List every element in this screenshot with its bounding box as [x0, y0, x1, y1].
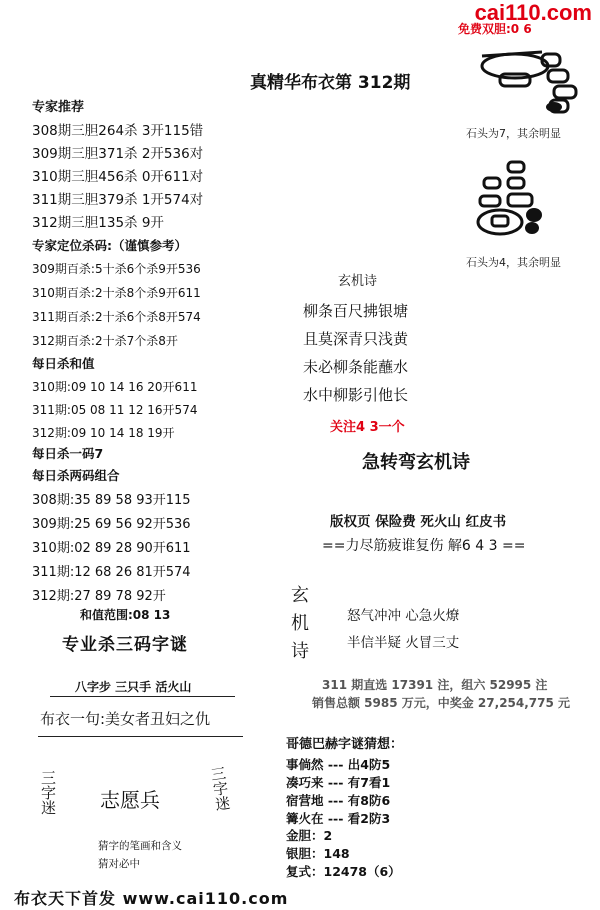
goldbach-line: 篝火在 --- 看2防3 — [286, 811, 391, 826]
daily-sum-heading: 每日杀和值 — [32, 356, 95, 371]
gold-pick: 金胆：2 — [286, 828, 333, 843]
free-pick-note: 免费双胆:0 6 — [458, 22, 532, 36]
stone-caption: 石头为7，其余明显 — [466, 127, 561, 140]
daily-two-heading: 每日杀两码组合 — [32, 468, 120, 483]
poem2-line: 半信半疑 火冒三丈 — [347, 635, 460, 651]
expert-heading: 专家推荐 — [32, 100, 85, 115]
sales-line: 销售总额 5985 万元，中奖金 27,254,775 元 — [312, 696, 571, 710]
daily-two-line: 311期:12 68 26 81开574 — [32, 565, 191, 580]
poem2-line: 怒气冲冲 心急火燎 — [347, 608, 460, 624]
poem2-vertical-title: 玄机诗 — [288, 585, 309, 669]
stone-caption: 石头为4，其余明显 — [466, 256, 561, 269]
poem-line: 柳条百尺拂银塘 — [303, 302, 409, 320]
daily-two-line: 308期:35 89 58 93开115 — [32, 493, 191, 508]
daily-sum-line: 310期:09 10 14 16 20开611 — [32, 380, 198, 394]
goldbach-line: 凑巧来 --- 有7看1 — [286, 775, 391, 790]
daily-two-line: 310期:02 89 28 90开611 — [32, 541, 191, 556]
daily-one-kill: 每日杀一码7 — [32, 446, 104, 461]
kill-three-riddle-title: 专业杀三码字谜 — [62, 635, 188, 655]
twist-words: 版权页 保险费 死火山 红皮书 — [330, 514, 507, 530]
expert-line: 308期三胆264杀 3开115错 — [32, 123, 204, 139]
expert-line: 311期三胆379杀 1开574对 — [32, 192, 204, 208]
daily-two-line: 309期:25 69 56 92开536 — [32, 517, 191, 532]
stone-figure-7 — [470, 44, 590, 116]
riddle-answer: 志愿兵 — [100, 788, 160, 812]
poem-line: 水中柳影引他长 — [303, 386, 409, 404]
goldbach-heading: 哥德巴赫字谜猜想： — [286, 737, 404, 752]
site-logo-text: cai110.com — [474, 0, 592, 25]
riddle-left-label: 三字迷 — [39, 770, 57, 815]
position-kill-line: 310期百杀:2十杀8个杀9开611 — [32, 286, 201, 300]
buyi-sentence: 布衣一句:美女者丑妇之仇 — [40, 710, 211, 728]
position-kill-line: 312期百杀:2十杀7个杀8开 — [32, 334, 178, 348]
riddle-right-label: 三字迷 — [207, 764, 233, 812]
daily-two-line: 312期:27 89 78 92开 — [32, 589, 166, 604]
silver-pick: 银胆：148 — [286, 846, 350, 861]
sum-range: 和值范围:08 13 — [80, 608, 171, 622]
poem-line: 且莫深青只浅黄 — [303, 330, 409, 348]
riddle-hint: 猜对必中 — [98, 858, 140, 870]
goldbach-line: 宿营地 --- 有8防6 — [286, 793, 391, 808]
divider — [38, 736, 243, 737]
twist-answer: ==力尽筋疲谁复伤 解6 4 3 == — [322, 538, 526, 554]
goldbach-line: 事倘然 --- 出4防5 — [286, 757, 391, 772]
daily-sum-line: 311期:05 08 11 12 16开574 — [32, 403, 198, 417]
eight-steps-riddle: 八字步 三只手 活火山 — [75, 680, 192, 694]
expert-line: 309期三胆371杀 2开536对 — [32, 146, 204, 162]
footer-text: 布衣天下首发 www.cai110.com — [14, 889, 289, 908]
sales-line: 311 期直选 17391 注，组六 52995 注 — [322, 678, 548, 692]
expert-line: 312期三胆135杀 9开 — [32, 215, 164, 231]
multi-pick: 复式：12478（6） — [286, 864, 401, 879]
position-kill-line: 309期百杀:5十杀6个杀9开536 — [32, 262, 201, 276]
stone-figure-4 — [472, 160, 562, 245]
page-title: 真精华布衣第 312期 — [250, 73, 411, 93]
poem-heading: 玄机诗 — [338, 274, 378, 289]
poem-line: 未必柳条能蘸水 — [303, 358, 409, 376]
focus-note: 关注4 3一个 — [330, 420, 405, 435]
expert-line: 310期三胆456杀 0开611对 — [32, 169, 204, 185]
position-kill-heading: 专家定位杀码:（谨慎参考） — [32, 238, 187, 253]
riddle-hint: 猜字的笔画和含义 — [98, 840, 182, 852]
divider — [50, 696, 235, 697]
twist-poem-title: 急转弯玄机诗 — [362, 452, 470, 473]
position-kill-line: 311期百杀:2十杀6个杀8开574 — [32, 310, 201, 324]
daily-sum-line: 312期:09 10 14 18 19开 — [32, 426, 175, 440]
